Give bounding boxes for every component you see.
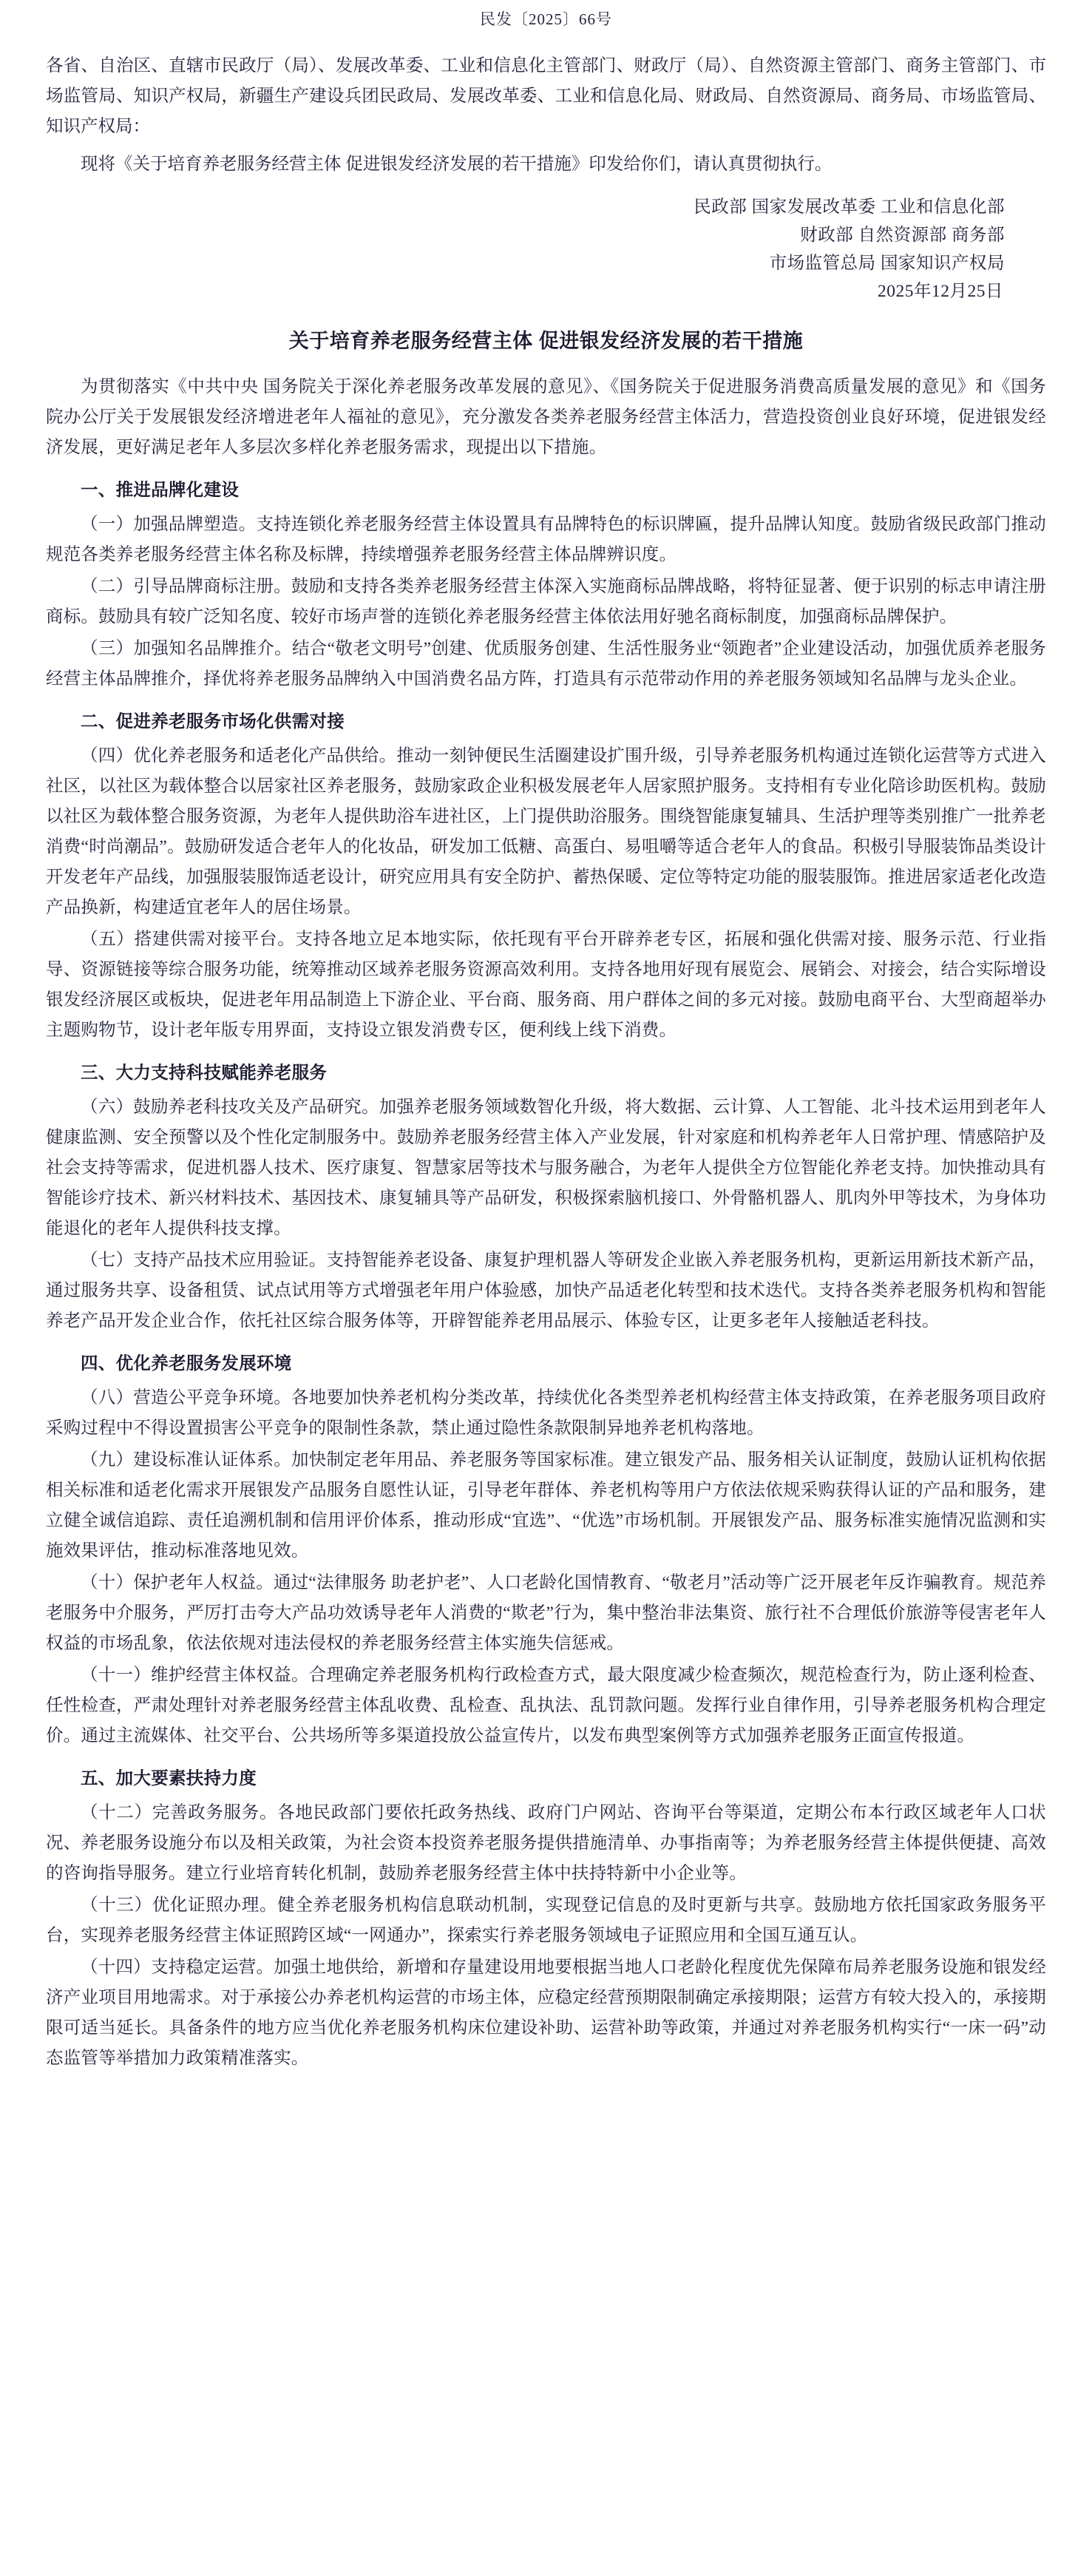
section-item-paragraph: （九）建设标准认证体系。加快制定老年用品、养老服务等国家标准。建立银发产品、服务相关认证制度，鼓励认证机构依据相关标准和适老化需求开展银发产品服务自愿性认证，引导老年群体、养老机构等用户方依法依规采购获得认证的产品和服务，建立健全诚信追踪、责任追溯机制和信用评价体系，推动形成“宜选”、“优选”市场机制。开展银发产品、服务标准实施情况监测和实施效果评估，推动标准落地见效。 — [46, 1450, 1046, 1561]
section-item-paragraph: （六）鼓励养老科技攻关及产品研究。加强养老服务领域数智化升级，将大数据、云计算、人工智能、北斗技术运用到老年人健康监测、安全预警以及个性化定制服务中。鼓励养老服务经营主体入产业发展，针对家庭和机构养老年人日常护理、情感陪护及社会支持等需求，促进机器人技术、医疗康复、智慧家居等技术与服务融合，为老年人提供全方位智能化养老支持。加快推动具有智能诊疗技术、新兴材料技术、基因技术、康复辅具等产品研发，积极探索脑机接口、外骨骼机器人、肌肉外甲等技术，为身体功能退化的老年人提供科技支撑。 — [46, 1098, 1046, 1239]
section-item-paragraph: （八）营造公平竞争环境。各地要加快养老机构分类改革，持续优化各类型养老机构经营主体支持政策，在养老服务项目政府采购过程中不得设置损害公平竞争的限制性条款，禁止通过隐性条款限制异地养老机构落地。 — [46, 1388, 1046, 1439]
section-heading: 三、大力支持科技赋能养老服务 — [81, 1063, 328, 1083]
preamble-paragraph: 为贯彻落实《中共中央 国务院关于深化养老服务改革发展的意见》、《国务院关于促进服务消费高质量发展的意见》和《国务院办公厅关于发展银发经济增进老年人福祉的意见》，充分激发各类养老服务经营主体活力，营造投资创业良好环境，促进银发经济发展，更好满足老年人多层次多样化养老服务需求，现提出以下措施。 — [46, 377, 1046, 458]
section-item-paragraph: （三）加强知名品牌推介。结合“敬老文明号”创建、优质服务创建、生活性服务业“领跑者”企业建设活动，加强优质养老服务经营主体品牌推介，择优将养老服务品牌纳入中国消费名品方阵，打造具有示范带动作用的养老服务领域知名品牌与龙头企业。 — [46, 639, 1046, 689]
signature-date: 2025年12月25日 — [878, 282, 1003, 302]
signature-line-3: 市场监管总局 国家知识产权局 — [769, 254, 1005, 274]
signature-line-1: 民政部 国家发展改革委 工业和信息化部 — [693, 197, 1005, 217]
document-number: 民发〔2025〕66号 — [480, 10, 612, 28]
section-item-paragraph: （十）保护老年人权益。通过“法律服务 助老护老”、人口老龄化国情教育、“敬老月”活动等广泛开展老年反诈骗教育。规范养老服务中介服务，严厉打击夸大产品功效诱导老年人消费的“欺老”行为，集中整治非法集资、旅行社不合理低价旅游等侵害老年人权益的市场乱象，依法依规对违法侵权的养老服务经营主体实施失信惩戒。 — [46, 1573, 1046, 1654]
section-item-paragraph: （十二）完善政务服务。各地民政部门要依托政务热线、政府门户网站、咨询平台等渠道，定期公布本行政区域老年人口状况、养老服务设施分布以及相关政策，为社会资本投资养老服务提供措施清单、办事指南等；为养老服务经营主体提供便捷、高效的咨询指导服务。建立行业培育转化机制，鼓励养老服务经营主体中扶持特新中小企业等。 — [46, 1803, 1046, 1884]
page-title: 关于培育养老服务经营主体 促进银发经济发展的若干措施 — [288, 330, 804, 353]
section-item-paragraph: （二）引导品牌商标注册。鼓励和支持各类养老服务经营主体深入实施商标品牌战略，将特征显著、便于识别的标志申请注册商标。鼓励具有较广泛知名度、较好市场声誉的连锁化养老服务经营主体依法用好驰名商标制度，加强商标品牌保护。 — [46, 577, 1046, 627]
section-item-paragraph: （四）优化养老服务和适老化产品供给。推动一刻钟便民生活圈建设扩围升级，引导养老服务机构通过连锁化运营等方式进入社区，以社区为载体整合以居家社区养老服务，鼓励家政企业积极发展老年人居家照护服务。支持相有专业化陪诊助医机构。鼓励以社区为载体整合服务资源，为老年人提供助浴车进社区，上门提供助浴服务。围绕智能康复辅具、生活护理等类别推广一批养老消费“时尚潮品”。鼓励研发适合老年人的化妆品，研发加工低糖、高蛋白、易咀嚼等适合老年人的食品。积极引导服装饰品类设计开发老年产品线，加强服装服饰适老设计，研究应用具有安全防护、蓄热保暖、定位等特定功能的服装服饰。推进居家适老化改造产品换新，构建适宜老年人的居住场景。 — [46, 746, 1046, 918]
signature-block — [46, 193, 1046, 305]
section-heading: 二、促进养老服务市场化供需对接 — [81, 711, 345, 731]
signature-line-2: 财政部 自然资源部 商务部 — [800, 226, 1005, 246]
section-heading: 一、推进品牌化建设 — [81, 480, 240, 500]
section-item-paragraph: （五）搭建供需对接平台。支持各地立足本地实际，依托现有平台开辟养老专区，拓展和强化供需对接、服务示范、行业指导、资源链接等综合服务功能，统筹推动区域养老服务资源高效利用。支持各地用好现有展览会、展销会、对接会，结合实际增设银发经济展区或板块，促进老年用品制造上下游企业、平台商、服务商、用户群体之间的多元对接。鼓励电商平台、大型商超举办主题购物节，设计老年版专用界面，支持设立银发消费专区，便利线上线下消费。 — [46, 930, 1046, 1041]
addressee-paragraph: 各省、自治区、直辖市民政厅（局）、发展改革委、工业和信息化主管部门、财政厅（局）、自然资源主管部门、商务主管部门、市场监管局、知识产权局，新疆生产建设兵团民政局、发展改革委、工业和信息化局、财政局、自然资源局、商务局、市场监管局、知识产权局： — [46, 56, 1046, 137]
sections-container — [46, 475, 1046, 2074]
section-item-paragraph: （七）支持产品技术应用验证。支持智能养老设备、康复护理机器人等研发企业嵌入养老服务机构，更新运用新技术新产品，通过服务共享、设备租赁、试点试用等方式增强老年用户体验感，加快产品适老化转型和技术迭代。支持各类养老服务机构和智能养老产品开发企业合作，依托社区综合服务体等，开辟智能养老用品展示、体验专区，让更多老年人接触适老科技。 — [46, 1251, 1046, 1331]
section-item-paragraph: （一）加强品牌塑造。支持连锁化养老服务经营主体设置具有品牌特色的标识牌匾，提升品牌认知度。鼓励省级民政部门推动规范各类养老服务经营主体名称及标牌，持续增强养老服务经营主体品牌辨识度。 — [46, 515, 1046, 565]
section-heading: 四、优化养老服务发展环境 — [81, 1353, 292, 1373]
transmittal-paragraph: 现将《关于培育养老服务经营主体 促进银发经济发展的若干措施》印发给你们，请认真贯彻执行。 — [81, 155, 832, 175]
section-heading: 五、加大要素扶持力度 — [81, 1768, 257, 1788]
doc-number-row — [46, 10, 1046, 29]
section-item-paragraph: （十四）支持稳定运营。加强土地供给，新增和存量建设用地要根据当地人口老龄化程度优先保障布局养老服务设施和银发经济产业项目用地需求。对于承接公办养老机构运营的市场主体，应稳定经营预期限制确定承接期限；运营方有较大投入的，承接期限可适当延长。具备条件的地方应当优化养老服务机构床位建设补助、运营补助等政策，并通过对养老服务机构实行“一床一码”动态监管等举措加力政策精准落实。 — [46, 1958, 1046, 2069]
section-item-paragraph: （十三）优化证照办理。健全养老服务机构信息联动机制，实现登记信息的及时更新与共享。鼓励地方依托国家政务服务平台，实现养老服务经营主体证照跨区域“一网通办”，探索实行养老服务领域电子证照应用和全国互通互认。 — [46, 1896, 1046, 1946]
section-item-paragraph: （十一）维护经营主体权益。合理确定养老服务机构行政检查方式，最大限度减少检查频次，规范检查行为，防止逐利检查、任性检查，严肃处理针对养老服务经营主体乱收费、乱检查、乱执法、乱罚款问题。发挥行业自律作用，引导养老服务机构合理定价。通过主流媒体、社交平台、公共场所等多渠道投放公益宣传片，以发布典型案例等方式加强养老服务正面宣传报道。 — [46, 1666, 1046, 1746]
